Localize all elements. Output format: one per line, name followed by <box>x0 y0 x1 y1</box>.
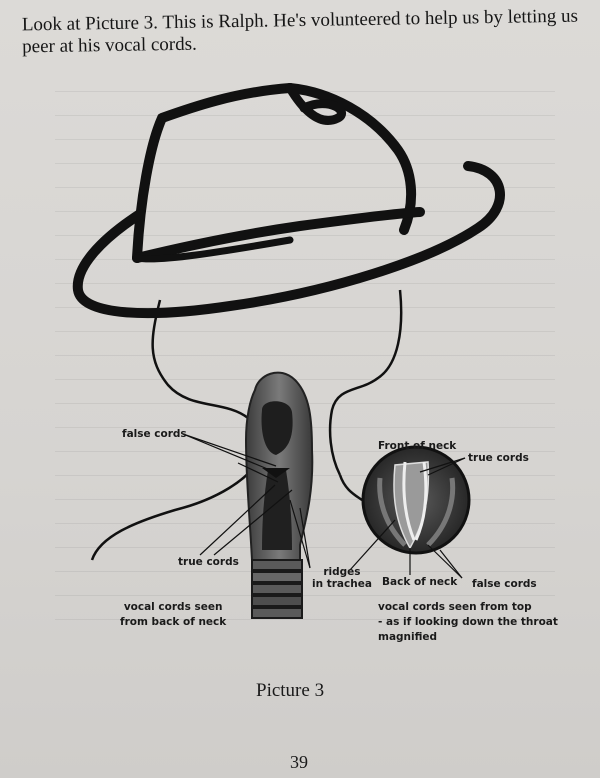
intro-text: Look at Picture 3. This is Ralph. He's volunteered to help us by letting us peer at his vocal cords. <box>21 5 579 58</box>
label-back-view-caption: vocal cords seen from back of neck <box>120 601 227 628</box>
page-number: 39 <box>290 752 308 772</box>
figure-caption: Picture 3 <box>256 680 325 701</box>
label-back-of-neck: Back of neck <box>382 576 458 588</box>
label-front-of-neck: Front of neck <box>378 440 457 452</box>
larynx-back-view <box>246 373 312 618</box>
label-false-cords-right: false cords <box>472 578 537 590</box>
label-ridges-in-trachea: ridges in trachea <box>312 566 372 590</box>
label-top-view-caption: vocal cords seen from top - as if looking down the throat magnified <box>378 601 558 643</box>
hat <box>78 88 500 313</box>
label-false-cords-left: false cords <box>122 428 187 440</box>
label-true-cords-right: true cords <box>468 452 529 464</box>
label-true-cords-left: true cords <box>178 556 239 568</box>
